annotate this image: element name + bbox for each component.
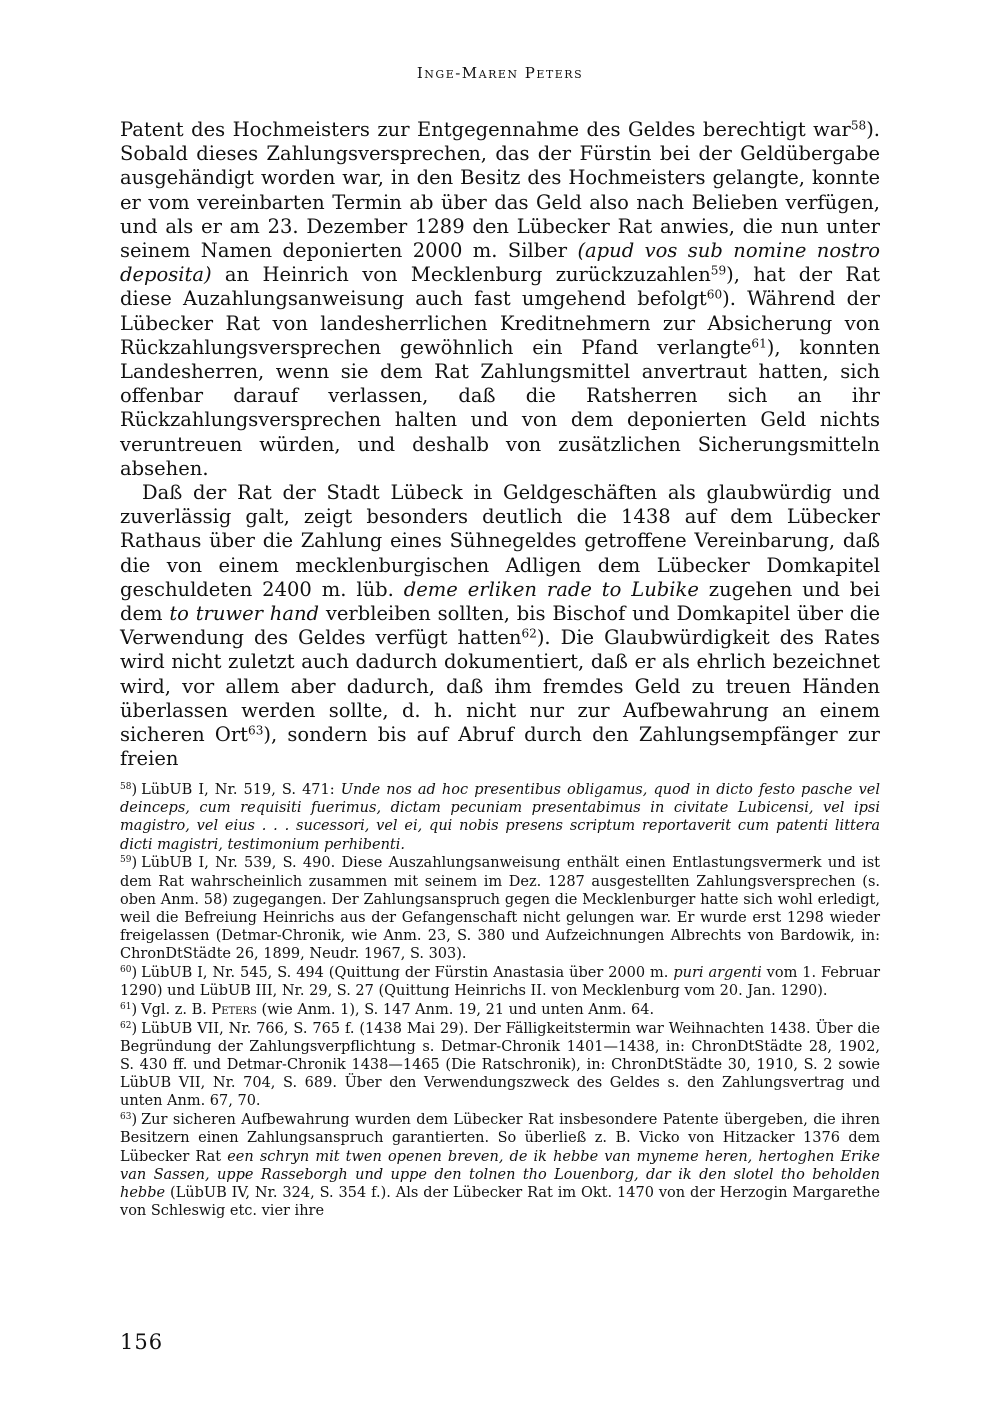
page-number: 156: [120, 1330, 164, 1354]
main-text: [120, 118, 880, 771]
text-run: ). Während der Lübecker Rat von landesherrlichen Kreditnehmern zur Absicherung von Rückzahlungsversprechen gewöhnlich ein Pfand verlangte: [120, 287, 881, 359]
text-run: LübUB I, Nr. 519, S. 471:: [141, 782, 341, 798]
footnote: [120, 1001, 880, 1019]
text-run: ), hat der Rat diese Auzahlungsanweisung auch fast umgehend befolgt: [120, 263, 880, 311]
italic-text: een schryn mit twen openen breven, de ik hebbe van myneme heren, hertoghen Erike van Sassen, uppe Rasseborgh und uppe den tolnen tho Louenborg, dar ik den slotel tho beholden hebbe: [120, 1148, 880, 1201]
text-run: LübUB I, Nr. 545, S. 494 (Quittung der Fürstin Anastasia über 2000 m.: [141, 965, 674, 982]
footnote-number-digits: 63: [120, 1112, 132, 1123]
footnote: [120, 1020, 880, 1111]
text-run: Daß der Rat der Stadt Lübeck in Geldgeschäften als glaubwürdig und zuverlässig galt, zeigt besonders deutlich die 1438 auf dem Lübecker Rathaus über die Zahlung eines Sühnegeldes getroffene Vereinbarung, daß die von einem mecklenburgischen Adligen dem Lübecker Domkapitel geschuldeten 2400 m. lüb.: [120, 481, 880, 601]
text-run: zugehen und bei dem: [120, 577, 881, 626]
text-run: verbleiben sollten, bis Bischof und Domkapitel über die Verwendung des Geldes verfügt hatten: [120, 602, 880, 650]
paragraph: [120, 118, 880, 481]
footnote-ref: 63: [248, 723, 264, 738]
footnote-number-digits: 58: [120, 782, 132, 793]
footnote-number-digits: 62: [120, 1020, 132, 1031]
running-header: Inge-Maren Peters: [416, 64, 584, 82]
text-run: vom 1. Februar 1290) und LübUB III, Nr. 29, S. 27 (Quittung Heinrichs II. von Mecklenburg vom 20. Jan. 1290).: [120, 965, 881, 1000]
text-run: (wie Anm. 1), S. 147 Anm. 19, 21 und unten Anm. 64.: [256, 1001, 655, 1018]
text-run: LübUB I, Nr. 539, S. 490. Diese Auszahlungsanweisung enthält einen Entlastungsvermerk und ist dem Rat wahrscheinlich zusammen mit seinem im Dez. 1287 ausgestellten Zahlungsversprechen (s. oben Anm. 58) zugegangen. Der Zahlungsanspruch gegen die Mecklenburger hatte sich wohl erledigt, weil die Befreiung Heinrichs aus der Gefangenschaft nicht gelungen war. Er wurde erst 1298 wieder freigelassen (Detmar-Chronik, wie Anm. 23, S. 380 und Aufzeichnungen Albrechts von Bardowik, in: ChronDtStädte 26, 1899, Neudr. 1967, S. 303).: [120, 855, 880, 963]
footnote: [120, 781, 880, 854]
footnote-number-digits: 59: [120, 855, 132, 866]
author-name: Peters: [211, 1001, 257, 1018]
footnote-number: $^{59}$): [120, 855, 138, 872]
footnote-number: $^{60}$): [120, 965, 138, 982]
footnote-number-digits: 60: [120, 965, 132, 976]
footnotes: [120, 781, 880, 1221]
footnote-ref: 58: [850, 118, 867, 133]
footnote-number: $^{61}$): [120, 1001, 138, 1018]
text-run: (LübUB IV, Nr. 324, S. 354 f.). Als der Lübecker Rat im Okt. 1470 von der Herzogin Margarethe von Schleswig etc. vier ihre: [120, 1184, 880, 1220]
text-run: LübUB VII, Nr. 766, S. 765 f. (1438 Mai 29). Der Fälligkeitstermin war Weihnachten 1438. Über die Begründung der Zahlungsverpflichtung s. Detmar-Chronik 1401—1438, in: ChronDtStädte 28, 1902, S. 430 ff. und Detmar-Chronik 1438—1465 (Die Ratschronik), in: ChronDtStädte 30, 1910, S. 2 sowie LübUB VII, Nr. 704, S. 689. Über den Verwendungszweck des Geldes s. den Zahlungsvertrag und unten Anm. 67, 70.: [120, 1020, 880, 1110]
text-run: ), konnten Landesherren, wenn sie dem Rat Zahlungsmittel anvertraut hatten, sich offenbar darauf verlassen, daß die Ratsherren sich an ihr Rückzahlungsversprechen halten und von dem deponierten Geld nichts veruntreuen würden, und deshalb von zusätzlichen Sicherungsmitteln absehen.: [120, 335, 880, 480]
footnote-ref: 60: [706, 287, 723, 302]
italic-text: Unde nos ad hoc presentibus obligamus, quod in dicto festo pasche vel deinceps, cum requisiti fuerimus, dictam pecuniam presentabimus in civitate Lubicensi, vel ipsi magistro, vel eius . . . sucessori, vel ei, qui nobis presens scriptum reportaverit cum patenti littera dicti magistri, testimonium perhibenti.: [120, 782, 880, 853]
footnote: [120, 854, 880, 963]
text-run: ). Sobald dieses Zahlungsversprechen, das der Fürstin bei der Geldübergabe ausgehändigt worden war, in den Besitz des Hochmeisters gelangte, konnte er vom vereinbarten Termin ab über das Geld also nach Belieben verfügen, und als er am 23. Dezember 1289 den Lübecker Rat anwies, die nun unter seinem Namen deponierten 2000 m. Silber: [120, 118, 880, 263]
text-run: an Heinrich von Mecklenburg zurückzuzahlen: [211, 263, 711, 287]
italic-text: puri argenti: [673, 965, 762, 982]
footnote-ref: 61: [751, 336, 767, 351]
text-run: ), sondern bis auf Abruf durch den Zahlungsempfänger zur freien: [120, 723, 881, 771]
footnote: [120, 964, 880, 1000]
footnote-ref: 62: [521, 626, 537, 641]
text-run: ). Die Glaubwürdigkeit des Rates wird nicht zuletzt auch dadurch dokumentiert, daß er als ehrlich bezeichnet wird, vor allem aber dadurch, daß ihm fremdes Geld zu treuen Händen überlassen werden sollte, d. h. nicht nur zur Aufbewahrung an einem sicheren Ort: [120, 626, 880, 747]
paragraph: [120, 481, 880, 771]
italic-text: (apud vos sub nomine nostro deposita): [120, 239, 880, 287]
text-run: Patent des Hochmeisters zur Entgegennahme des Geldes berechtigt war: [120, 118, 851, 141]
footnote-number: $^{63}$): [120, 1112, 138, 1129]
footnote-number: $^{58}$): [120, 782, 138, 798]
footnote-ref: 59: [710, 263, 727, 278]
italic-text: to truwer hand: [169, 602, 320, 626]
footnote-number: $^{62}$): [120, 1020, 138, 1037]
italic-text: deme erliken rade to Lubike: [403, 577, 699, 601]
footnote-number-digits: 61: [120, 1002, 132, 1012]
text-run: Zur sicheren Aufbewahrung wurden dem Lübecker Rat insbesondere Patente übergeben, die ihren Besitzern einen Zahlungsanspruch garantierten. So überließ z. B. Vicko von Hitzacker 1376 dem Lübecker Rat: [120, 1112, 880, 1165]
footnote: [120, 1111, 880, 1220]
text-run: Vgl. z. B.: [141, 1001, 212, 1018]
